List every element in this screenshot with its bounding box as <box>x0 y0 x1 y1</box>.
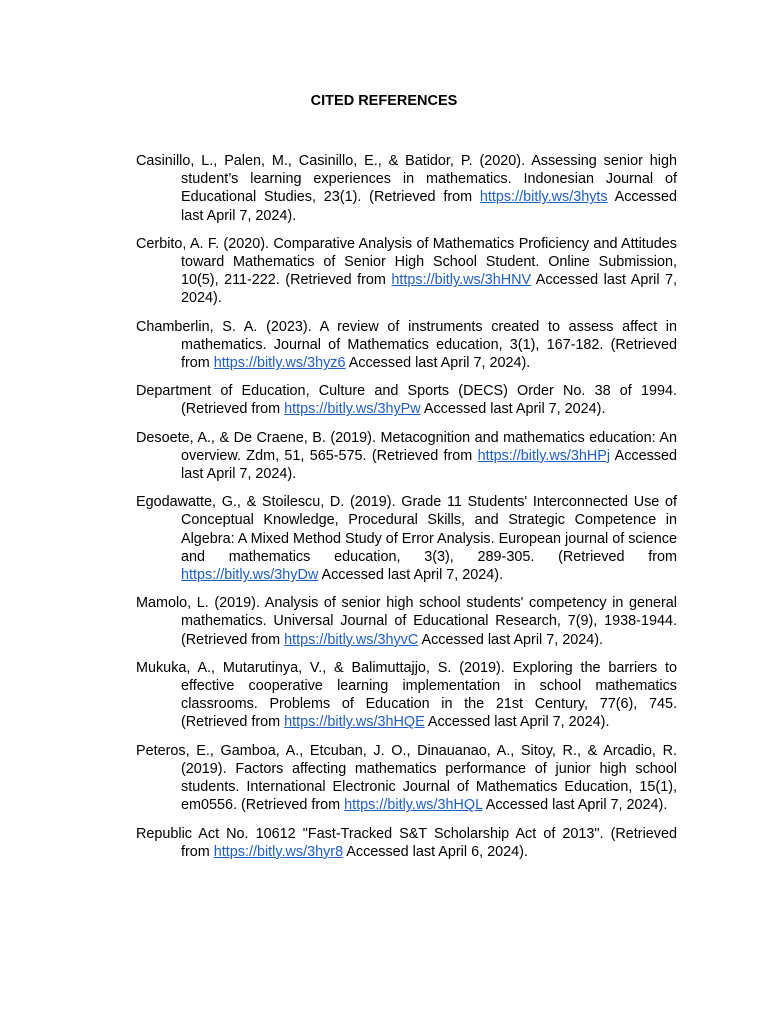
reference-link[interactable]: https://bitly.ws/3hHQL <box>344 797 483 814</box>
reference-text: Department of Education, Culture and Sports (DECS) Order No. 38 of 1994. (Retrieved from <box>136 383 677 418</box>
reference-accessed: Accessed last April 7, 2024). <box>345 355 531 372</box>
reference-link[interactable]: https://bitly.ws/3hHQE <box>284 714 425 731</box>
reference-item <box>136 594 677 649</box>
reference-accessed: Accessed last April 6, 2024). <box>343 843 528 860</box>
reference-item <box>136 429 677 484</box>
reference-link[interactable]: https://bitly.ws/3hyr8 <box>213 843 344 860</box>
reference-item <box>136 152 677 225</box>
reference-accessed: Accessed last April 7, 2024). <box>420 401 606 418</box>
reference-item <box>136 742 677 815</box>
reference-link[interactable]: https://bitly.ws/3hyts <box>479 189 608 206</box>
reference-text: Casinillo, L., Palen, M., Casinillo, E., & Batidor, P. (2020). Assessing senior high student’s learning experiences in mathematics. Indonesian Journal of Educational Studies, 23(1). (Retrieved from <box>136 153 677 206</box>
reference-text: Cerbito, A. F. (2020). Comparative Analysis of Mathematics Proficiency and Attitudes toward Mathematics of Senior High School Student. Online Submission, 10(5), 211-222. (Retrieved from <box>136 235 677 289</box>
reference-item <box>136 235 677 308</box>
reference-accessed: Accessed last April 7, 2024). <box>181 272 677 307</box>
reference-text: Desoete, A., & De Craene, B. (2019). Metacognition and mathematics education: An overview. Zdm, 51, 565-575. (Retrieved from <box>136 429 677 464</box>
reference-accessed: Accessed last April 7, 2024). <box>181 447 678 483</box>
reference-list <box>136 152 677 871</box>
reference-text: Peteros, E., Gamboa, A., Etcuban, J. O., Dinauanao, A., Sitoy, R., & Arcadio, R. (2019). Factors affecting mathematics performance of junior high school students. International Electronic Journal of Mathematics Education, 15(1), em0556. (Retrieved from <box>136 742 677 814</box>
reference-item <box>136 318 677 373</box>
reference-item <box>136 493 677 584</box>
reference-accessed: Accessed last April 7, 2024). <box>482 797 668 814</box>
reference-item <box>136 382 677 418</box>
reference-link[interactable]: https://bitly.ws/3hyz6 <box>213 355 346 372</box>
reference-link[interactable]: https://bitly.ws/3hHNV <box>391 272 532 289</box>
reference-accessed: Accessed last April 7, 2024). <box>318 567 504 584</box>
reference-text: Mamolo, L. (2019). Analysis of senior high school students' competency in general mathematics. Universal Journal of Educational Research, 7(9), 1938-1944. (Retrieved from <box>136 595 677 648</box>
reference-link[interactable]: https://bitly.ws/3hHPj <box>477 447 611 464</box>
reference-link[interactable]: https://bitly.ws/3hyDw <box>181 567 319 584</box>
reference-item <box>136 825 677 861</box>
reference-text: Mukuka, A., Mutarutinya, V., & Balimuttajjo, S. (2019). Exploring the barriers to effective cooperative learning implementation in school mathematics classrooms. Problems of Education in the 21st Century, 77(6), 745. (Retrieved from <box>136 659 677 731</box>
page-title: CITED REFERENCES <box>310 93 458 109</box>
reference-text: Republic Act No. 10612 "Fast-Tracked S&T Scholarship Act of 2013". (Retrieved from <box>136 825 677 860</box>
reference-item <box>136 659 677 732</box>
reference-link[interactable]: https://bitly.ws/3hyPw <box>284 401 421 418</box>
reference-accessed: Accessed last April 7, 2024). <box>418 631 604 648</box>
reference-accessed: Accessed last April 7, 2024). <box>424 714 610 731</box>
reference-text: Chamberlin, S. A. (2023). A review of instruments created to assess affect in mathematics. Journal of Mathematics education, 3(1), 167-182. (Retrieved from <box>136 318 677 372</box>
reference-link[interactable]: https://bitly.ws/3hyvC <box>284 631 419 648</box>
reference-accessed: Accessed last April 7, 2024). <box>181 189 678 224</box>
reference-text: Egodawatte, G., & Stoilescu, D. (2019). Grade 11 Students' Interconnected Use of Conceptual Knowledge, Procedural Skills, and Strategic Competence in Algebra: A Mixed Method Study of Error Analysis. European journal of science and mathematics education, 3(3), 289-305. (Retrieved from <box>136 494 677 565</box>
